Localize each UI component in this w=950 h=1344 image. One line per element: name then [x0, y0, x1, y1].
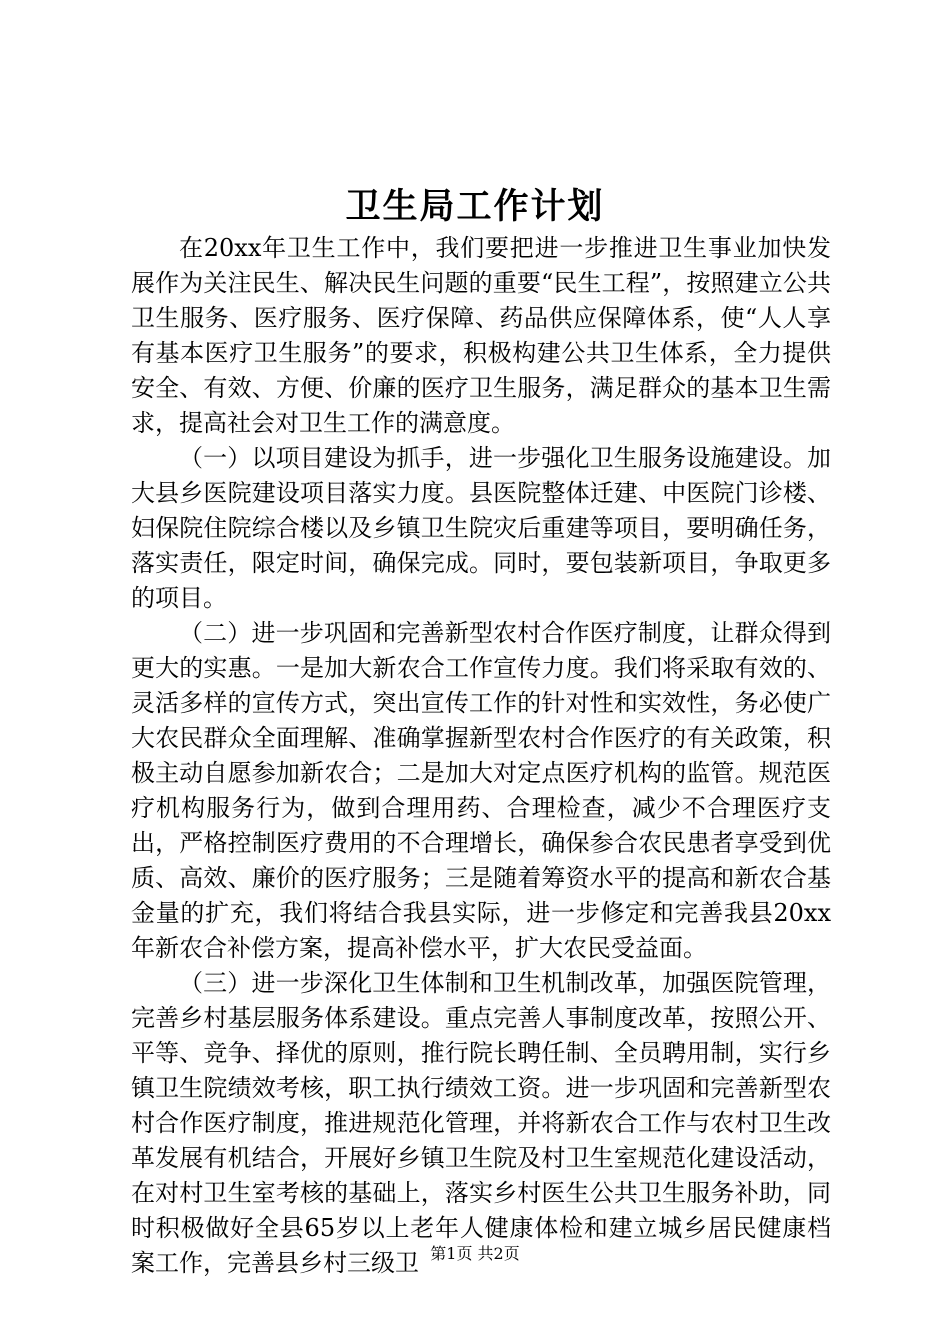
paragraph-section-1: （一）以项目建设为抓手，进一步强化卫生服务设施建设。加大县乡医院建设项目落实力度。县医院整体迁建、中医院门诊楼、妇保院住院综合楼以及乡镇卫生院灾后重建等项目，要明确任务，落实责任，限定时间，确保完成。同时，要包装新项目，争取更多的项目。: [131, 444, 831, 612]
document-body: [131, 231, 831, 1281]
paragraph-section-3: （三）进一步深化卫生体制和卫生机制改革，加强医院管理，完善乡村基层服务体系建设。重点完善人事制度改革，按照公开、平等、竞争、择优的原则，推行院长聘任制、全员聘用制，实行乡镇卫生院绩效考核，职工执行绩效工资。进一步巩固和完善新型农村合作医疗制度，推进规范化管理，并将新农合工作与农村卫生改革发展有机结合，开展好乡镇卫生院及村卫生室规范化建设活动，在对村卫生室考核的基础上，落实乡村医生公共卫生服务补助，同时积极做好全县65岁以上老年人健康体检和建立城乡居民健康档案工作，完善县乡村三级卫: [131, 969, 831, 1277]
page-number: 第1页 共2页: [430, 1244, 520, 1263]
document-title: 卫生局工作计划: [345, 186, 605, 227]
paragraph-intro: 在20xx年卫生工作中，我们要把进一步推进卫生事业加快发展作为关注民生、解决民生问题的重要“民生工程”，按照建立公共卫生服务、医疗服务、医疗保障、药品供应保障体系，使“人人享有基本医疗卫生服务”的要求，积极构建公共卫生体系，全力提供安全、有效、方便、价廉的医疗卫生服务，满足群众的基本卫生需求，提高社会对卫生工作的满意度。: [131, 234, 831, 437]
paragraph-section-2: （二）进一步巩固和完善新型农村合作医疗制度，让群众得到更大的实惠。一是加大新农合工作宣传力度。我们将采取有效的、灵活多样的宣传方式，突出宣传工作的针对性和实效性，务必使广大农民群众全面理解、准确掌握新型农村合作医疗的有关政策，积极主动自愿参加新农合；二是加大对定点医疗机构的监管。规范医疗机构服务行为，做到合理用药、合理检查，减少不合理医疗支出，严格控制医疗费用的不合理增长，确保参合农民患者享受到优质、高效、廉价的医疗服务；三是随着筹资水平的提高和新农合基金量的扩充，我们将结合我县实际，进一步修定和完善我县20xx年新农合补偿方案，提高补偿水平，扩大农民受益面。: [131, 619, 831, 962]
